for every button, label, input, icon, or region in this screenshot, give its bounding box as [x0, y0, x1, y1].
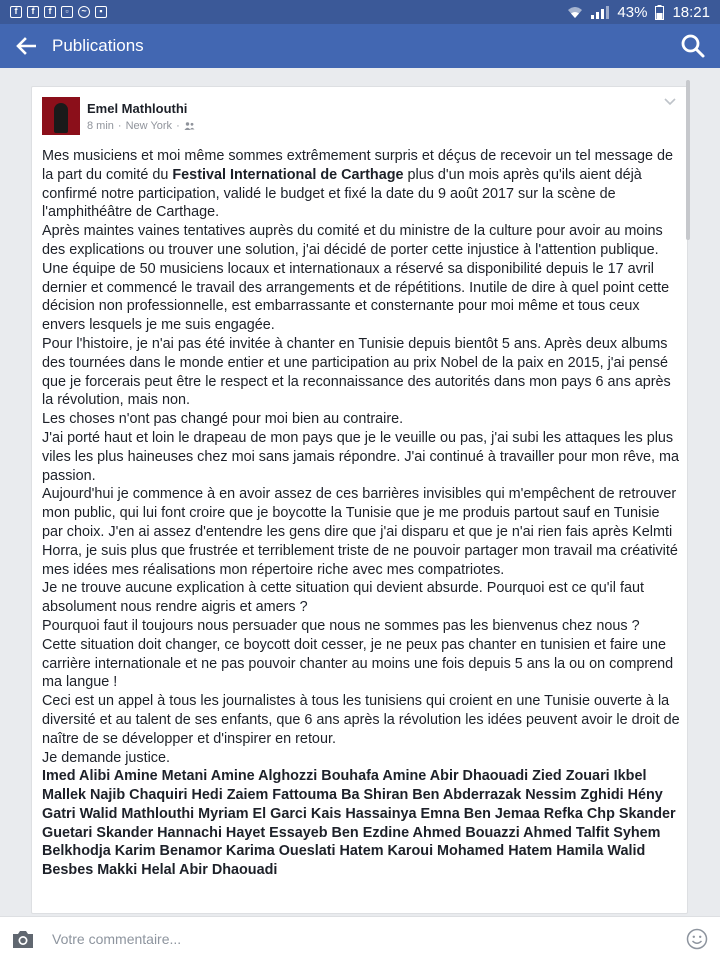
- post-time[interactable]: 8 min: [87, 120, 114, 132]
- battery-icon: [655, 5, 664, 20]
- gallery-icon: ▫: [61, 6, 73, 18]
- camera-icon[interactable]: [11, 928, 35, 950]
- chevron-down-icon[interactable]: [663, 97, 677, 107]
- post-paragraph: Après maintes vaines tentatives auprès du comité et du ministre de la culture pour avoir au moins des explications ou trouver une solution, j'ai décidé de porter cette injustice à l'attention publique.: [42, 223, 663, 258]
- emoji-icon[interactable]: [686, 928, 708, 950]
- notification-icons: [10, 6, 107, 18]
- post-author[interactable]: Emel Mathlouthi: [87, 101, 188, 116]
- post-paragraph: Mes musiciens et moi même sommes extrêmement surpris et déçus de recevoir un tel message de la part du comité du Festival International de Carthage plus d'un mois après qu'ils aient déjà confirmé notre participation, validé le budget et fixé la date du 9 août 2017 sur la scène de l'amphithéâtre de Carthage.: [42, 148, 674, 221]
- wifi-icon: [567, 6, 583, 19]
- messenger-icon: ~: [78, 6, 90, 18]
- back-arrow-icon: [16, 37, 36, 55]
- post-paragraph: Ceci est un appel à tous les journalistes à tous les tunisiens qui croient en une Tunisie ouverte à la diversité et au talent de ses enfants, que 6 ans après la révolution les idées peuvent avoir le droit de naître de se développer et d'inspirer en retour.: [42, 693, 680, 747]
- friends-icon: [184, 122, 195, 130]
- scrollbar[interactable]: [686, 80, 690, 240]
- post-paragraph: Cette situation doit changer, ce boycott doit cesser, je ne peux pas chanter en tunisien et faire une carrière internationale et ne pas pouvoir chanter au moins une fois depuis 5 ans la ou on comprend ma langue !: [42, 636, 674, 691]
- post-text: [42, 147, 682, 880]
- post-paragraph: Une équipe de 50 musiciens locaux et internationaux a réservé sa disponibilité depuis le 17 avril dernier et commencé le travail des arrangements et de répétitions. Inutile de dire à quel point cette décision non professionnelle, est embarrassante et consternante pour moi même et tous ceux envers lesquels je me suis engagée.: [42, 260, 670, 334]
- facebook-icon: f: [27, 6, 39, 18]
- post-meta: [87, 120, 195, 132]
- avatar[interactable]: [42, 97, 80, 135]
- meta-separator: ·: [176, 120, 180, 132]
- comment-input[interactable]: [52, 929, 652, 949]
- meta-separator: ·: [117, 120, 122, 132]
- facebook-icon: f: [44, 6, 56, 18]
- post-paragraph: Aujourd'hui je commence à en avoir assez de ces barrières invisibles qui m'empêchent de retrouver mon public, qui lui font croire que je boycotte la Tunisie que je me produis partout sauf en Tunisie par choix. J'en ai assez d'entendre les gens dire que j'ai disparu et que je n'ai rien fais après Kelmti Horra, je suis plus que frustrée et terriblement triste de ne pouvoir partager mon travail ma créativité mes idées mes réalisations mon répertoire riche avec mes compatriotes.: [42, 486, 678, 578]
- post-location[interactable]: New York: [125, 120, 173, 132]
- search-icon[interactable]: [680, 33, 706, 59]
- post-paragraph: J'ai porté haut et loin le drapeau de mon pays que je le veuille ou pas, j'ai subi les attaques les plus viles les plus haineuses chez moi sans jamais répondre. J'ai continué à travailler pour mon rêve, ma passion.: [42, 429, 680, 484]
- post-paragraph: Je ne trouve aucune explication à cette situation qui devient absurde. Pourquoi est ce qu'il faut absolument nous rendre aigris et amers ?: [42, 580, 644, 616]
- post-paragraph: Pourquoi faut il toujours nous persuader que nous ne sommes pas les bienvenus chez nous ?: [42, 617, 640, 634]
- post-paragraph: Pour l'histoire, je n'ai pas été invitée à chanter en Tunisie depuis bientôt 5 ans. Après deux albums des tournées dans le monde entier et une participation au prix Nobel de la paix en 2015, j'ai pensé que je forcerais peut être le respect et la reconnaissance des autorités dans mon pays 6 ans après la révolution, mais non.: [42, 335, 671, 409]
- tagged-people[interactable]: Imed Alibi Amine Metani Amine Alghozzi Bouhafa Amine Abir Dhaouadi Zied Zouari Ikbel Mallek Najib Chaquiri Hedi Zaiem Fattouma Ba Shiran Ben Abderrazak Nessim Zghidi Hény Gatri Walid Mathlouthi Myriam El Garci Kais Hassainya Emna Ben Jemaa Refka Chp Skander Guetari Skander Hannachi Hayet Essayeb Ben Ezdine Ahmed Bouazzi Ahmed Talfit Syhem Belkhodja Karim Benamor Karima Oueslati Hatem Karoui Mohamed Hatem Hamila Walid Besbes Makki Helal Abir Dhaouadi: [42, 768, 676, 879]
- comment-bar: [0, 916, 720, 960]
- status-bar: [0, 0, 720, 24]
- festival-link: Festival International de Carthage: [172, 166, 404, 183]
- app-bar: [0, 24, 720, 68]
- battery-level: 43%: [617, 3, 648, 21]
- post-paragraph: Les choses n'ont pas changé pour moi bien au contraire.: [42, 411, 404, 428]
- clock: 18:21: [672, 3, 710, 21]
- signal-icon: [591, 5, 609, 19]
- back-button[interactable]: [0, 24, 52, 68]
- page-title: Publications: [52, 36, 144, 55]
- facebook-icon: f: [10, 6, 22, 18]
- post-paragraph: Je demande justice.: [42, 749, 170, 766]
- post-card: [31, 86, 688, 914]
- photo-icon: ▪: [95, 6, 107, 18]
